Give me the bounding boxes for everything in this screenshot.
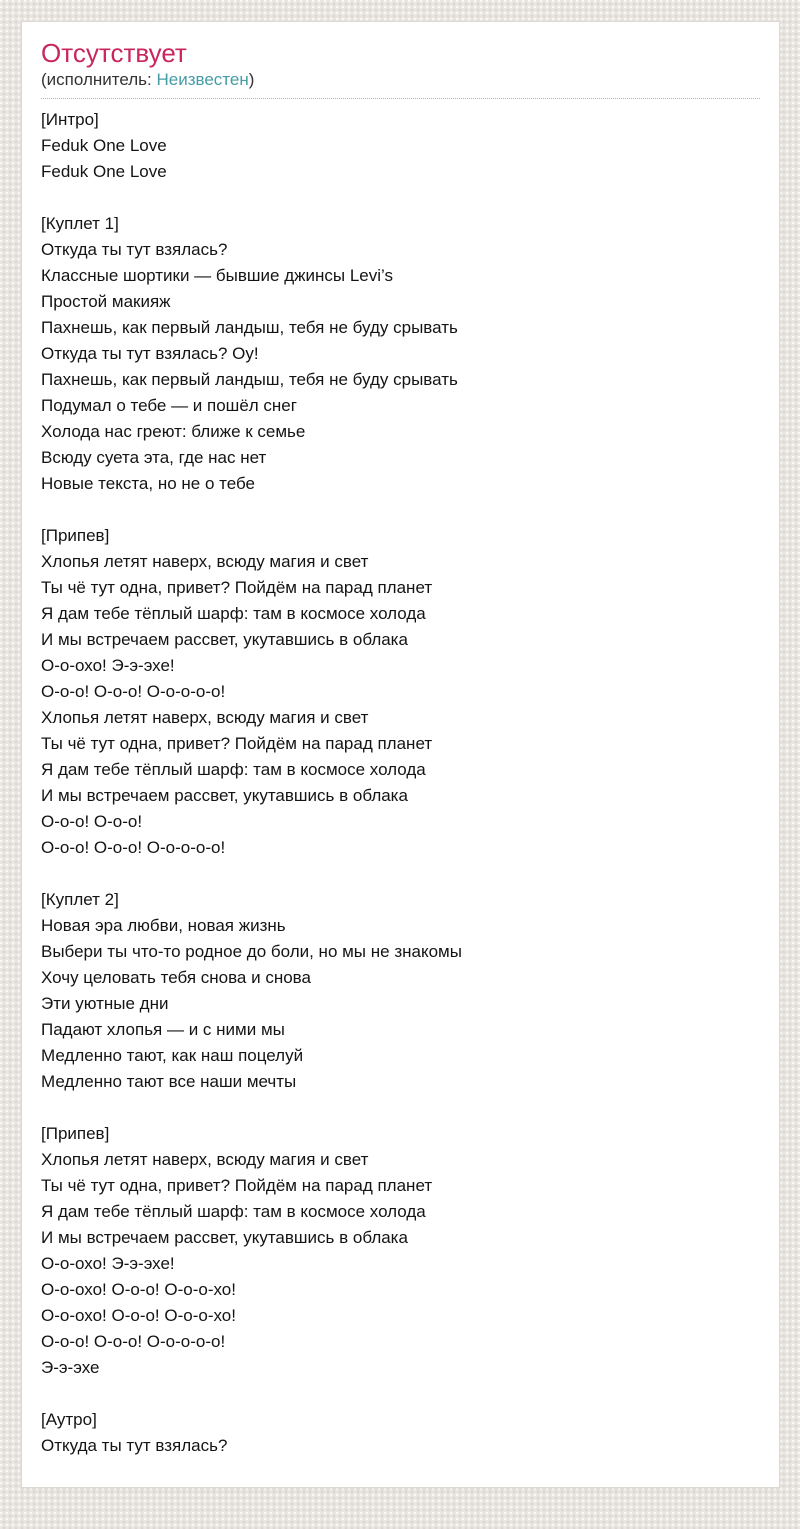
artist-prefix: (исполнитель: (41, 70, 157, 89)
lyric-line: Хочу целовать тебя снова и снова (41, 968, 311, 987)
lyric-line: О-о-охо! О-о-о! О-о-о-хо! (41, 1306, 236, 1325)
lyric-line: Холода нас греют: ближе к семье (41, 422, 306, 441)
lyric-line: О-о-охо! О-о-о! О-о-о-хо! (41, 1280, 236, 1299)
lyric-line: Простой макияж (41, 292, 171, 311)
lyric-line: И мы встречаем рассвет, укутавшись в облака (41, 630, 408, 649)
lyric-line: [Куплет 1] (41, 214, 119, 233)
lyric-line: О-о-о! О-о-о! (41, 812, 143, 831)
lyric-line: [Аутро] (41, 1410, 97, 1429)
lyric-line: Хлопья летят наверх, всюду магия и свет (41, 552, 369, 571)
lyrics-block-outro (41, 1407, 760, 1459)
lyric-line: Пахнешь, как первый ландыш, тебя не буду срывать (41, 370, 458, 389)
lyric-line: Откуда ты тут взялась? (41, 1436, 228, 1455)
lyric-line: О-о-охо! Э-э-эхе! (41, 1254, 175, 1273)
lyric-line: Ты чё тут одна, привет? Пойдём на парад планет (41, 734, 433, 753)
lyric-line: Откуда ты тут взялась? Оу! (41, 344, 259, 363)
lyric-line: Новая эра любви, новая жизнь (41, 916, 286, 935)
lyric-line: [Интро] (41, 110, 99, 129)
lyric-line: Ты чё тут одна, привет? Пойдём на парад планет (41, 578, 433, 597)
lyric-line: Э-э-эхе (41, 1358, 100, 1377)
lyrics-block-verse-1 (41, 211, 760, 497)
lyric-line: Медленно тают, как наш поцелуй (41, 1046, 304, 1065)
lyric-line: О-о-охо! Э-э-эхе! (41, 656, 175, 675)
lyric-line: Ты чё тут одна, привет? Пойдём на парад планет (41, 1176, 433, 1195)
lyric-line: Feduk One Love (41, 136, 167, 155)
lyric-line: Всюду суета эта, где нас нет (41, 448, 267, 467)
lyrics-card (21, 21, 780, 1488)
song-title: Отсутствует (41, 38, 187, 68)
lyric-line: О-о-о! О-о-о! О-о-о-о-о! (41, 682, 226, 701)
lyric-line: И мы встречаем рассвет, укутавшись в облака (41, 786, 408, 805)
lyric-line: Эти уютные дни (41, 994, 169, 1013)
lyrics-block-chorus-2 (41, 1121, 760, 1381)
lyric-line: Выбери ты что-то родное до боли, но мы не знакомы (41, 942, 462, 961)
lyric-line: Пахнешь, как первый ландыш, тебя не буду срывать (41, 318, 458, 337)
lyric-line: Хлопья летят наверх, всюду магия и свет (41, 1150, 369, 1169)
lyrics-text (41, 107, 760, 1459)
lyric-line: [Припев] (41, 526, 110, 545)
lyric-line: Откуда ты тут взялась? (41, 240, 228, 259)
lyric-line: Я дам тебе тёплый шарф: там в космосе холода (41, 1202, 426, 1221)
lyric-line: Медленно тают все наши мечты (41, 1072, 297, 1091)
artist-suffix: ) (248, 70, 255, 89)
artist-line (41, 69, 760, 99)
page-background (0, 21, 800, 1529)
lyric-line: Хлопья летят наверх, всюду магия и свет (41, 708, 369, 727)
lyric-line: О-о-о! О-о-о! О-о-о-о-о! (41, 1332, 226, 1351)
lyrics-block-intro (41, 107, 760, 185)
lyrics-block-verse-2 (41, 887, 760, 1095)
artist-link[interactable]: Неизвестен (156, 70, 249, 89)
lyric-line: И мы встречаем рассвет, укутавшись в облака (41, 1228, 408, 1247)
lyric-line: Я дам тебе тёплый шарф: там в космосе холода (41, 604, 426, 623)
lyric-line: Подумал о тебе — и пошёл снег (41, 396, 297, 415)
lyric-line: Feduk One Love (41, 162, 167, 181)
lyric-line: Я дам тебе тёплый шарф: там в космосе холода (41, 760, 426, 779)
lyric-line: [Куплет 2] (41, 890, 119, 909)
lyrics-block-chorus-1 (41, 523, 760, 861)
lyric-line: Классные шортики — бывшие джинсы Levi’s (41, 266, 393, 285)
lyric-line: Новые текста, но не о тебе (41, 474, 256, 493)
lyric-line: Падают хлопья — и с ними мы (41, 1020, 285, 1039)
lyric-line: [Припев] (41, 1124, 110, 1143)
song-header (41, 37, 760, 99)
lyric-line: О-о-о! О-о-о! О-о-о-о-о! (41, 838, 226, 857)
